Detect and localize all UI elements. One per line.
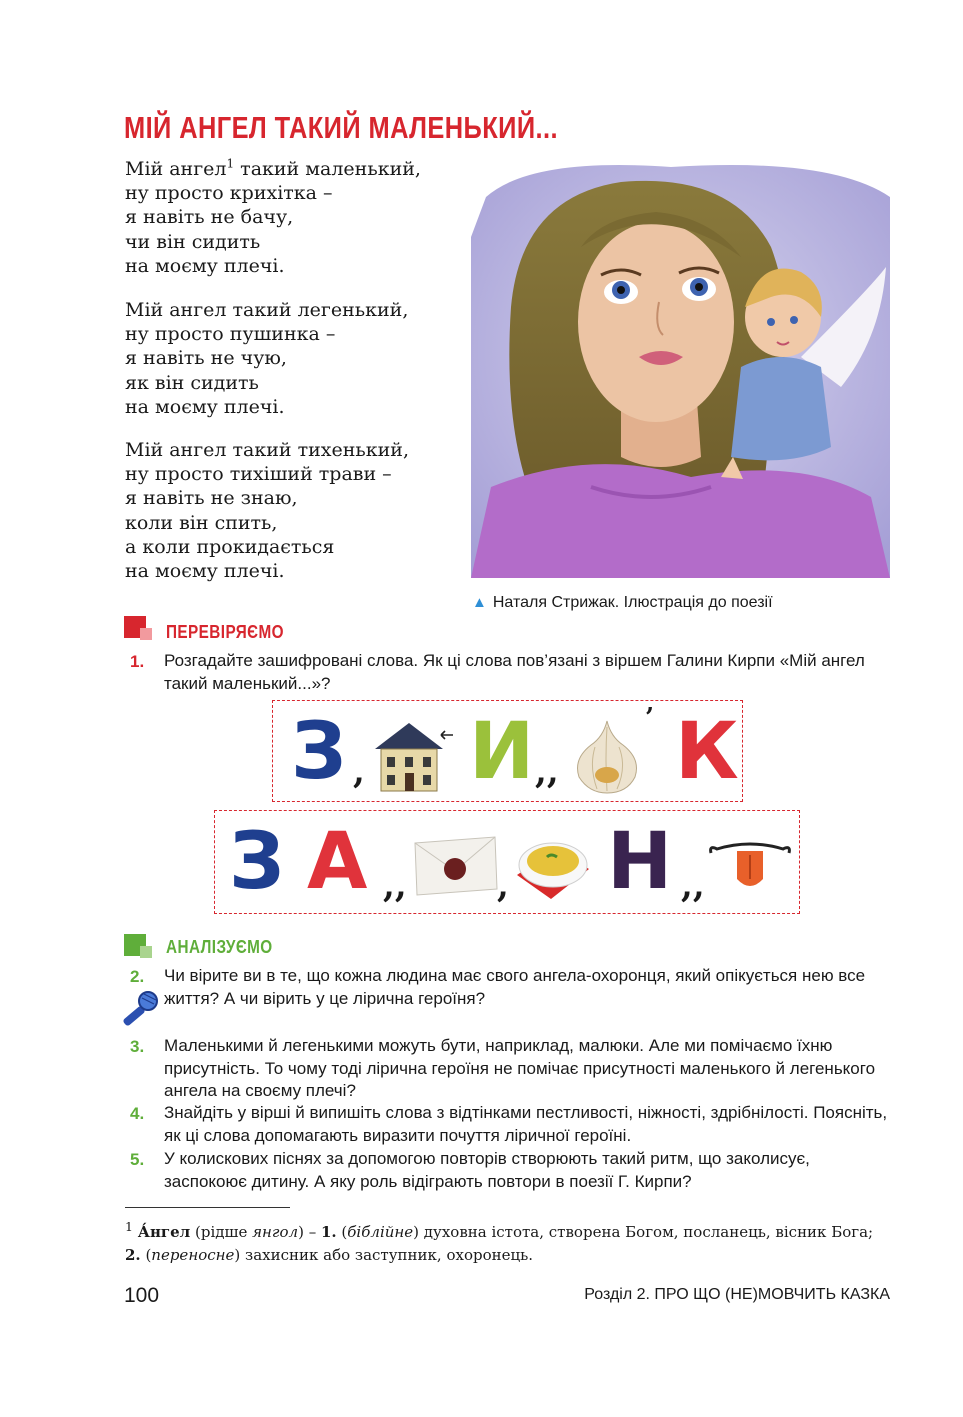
footnote-number: 1. <box>320 1223 337 1241</box>
poem-stanza-3 <box>125 438 409 583</box>
page-number: 100 <box>124 1284 160 1307</box>
poem-line: як він сидить <box>125 371 259 394</box>
rebus-double-comma: ,, <box>681 866 705 906</box>
rebus-puzzle-2 <box>214 810 800 914</box>
poem-line: ну просто крихітка – <box>125 182 333 205</box>
caption-text: Наталя Стрижак. Ілюстрація до поезії <box>492 594 773 611</box>
plasticine-letter: А <box>307 817 368 907</box>
poem-line: Мій ангел такий легенький, <box>125 299 409 321</box>
running-title: Розділ 2. ПРО ЩО (НЕ)МОВЧИТЬ КАЗКА <box>584 1286 890 1303</box>
footnote-italic: біблійне <box>347 1223 414 1241</box>
task-1-text: Розгадайте зашифровані слова. Як ці слова пов’язані з віршем Галини Кирпи «Мій ангел такий маленький...»? <box>164 651 865 693</box>
house-icon <box>369 715 457 795</box>
garlic-icon <box>569 717 645 795</box>
rebus-comma: , <box>353 752 365 792</box>
section-marker-icon <box>140 628 152 640</box>
footnote-ref[interactable]: 1 <box>226 156 235 171</box>
rebus-comma: , <box>497 866 509 906</box>
plasticine-letter: З <box>229 817 285 907</box>
plasticine-letter: Н <box>607 817 673 907</box>
rebus-puzzle-1 <box>272 700 743 802</box>
task-number: 3. <box>130 1037 145 1056</box>
task-number: 1. <box>130 652 145 671</box>
triangle-marker-icon: ▲ <box>472 594 487 611</box>
footnote-italic: переносне <box>151 1246 235 1264</box>
task-number: 5. <box>130 1150 145 1169</box>
poem-line: на моєму плечі. <box>125 560 285 583</box>
task-2-text: Чи вірите ви в те, що кожна людина має свого ангела-охоронця, який опікується нею все життя? А чи вірить у це ліричнa героїня? <box>164 966 866 1008</box>
poem-line-text: Мій ангел <box>125 158 227 180</box>
poem-line: коли він спить, <box>125 511 278 534</box>
microphone-icon <box>118 990 160 1030</box>
rebus-double-comma: ,, <box>535 752 559 792</box>
poem-line: на моєму плечі. <box>125 395 285 418</box>
illustration-girl-with-angel <box>471 157 890 578</box>
poem-stanza-1 <box>125 157 421 278</box>
tongue-mouth-icon <box>707 839 793 893</box>
poem-line: я навіть не чую, <box>125 347 287 370</box>
illustration-caption <box>472 594 773 612</box>
section-heading-check: ПЕРЕВІРЯЄМО <box>166 622 284 642</box>
footnote-number: 2. <box>125 1246 141 1264</box>
task-number: 4. <box>130 1104 145 1123</box>
footnote <box>125 1215 885 1267</box>
section-marker-icon <box>140 946 152 958</box>
footnote-text: ( <box>140 1246 152 1264</box>
poem-line <box>125 157 421 181</box>
task-5-text: У колискових піснях за допомогою повторів створюють такий ритм, що заколисує, заспокоює дитину. А яку роль відіграють повтори в поезії Г. Кирпи? <box>164 1149 810 1191</box>
footnote-text: ) – <box>298 1223 321 1241</box>
poem-line: я навіть не бачу, <box>125 206 294 229</box>
poem-line: ну просто тихіший трави – <box>125 463 392 486</box>
poem-line: я навіть не знаю, <box>125 487 298 510</box>
poem-line: а коли прокидається <box>125 535 335 558</box>
footnote-text: ( <box>336 1223 348 1241</box>
task-number: 2. <box>130 967 145 986</box>
rebus-double-comma: ,, <box>383 866 407 906</box>
task-4-text: Знайдіть у вірші й випишіть слова з відтінками пестливості, ніжності, здрібнілості. Поясніть, як ці слова допомагають виразити почуття ліричної героїні. <box>164 1103 888 1145</box>
footnote-divider <box>125 1207 290 1208</box>
poem-line: Мій ангел такий тихенький, <box>125 439 409 461</box>
footnote-term: А́нгел <box>137 1223 191 1241</box>
footnote-mark: 1 <box>125 1219 133 1234</box>
rebus-apostrophe: ’ <box>645 703 655 733</box>
envelope-icon <box>411 833 499 897</box>
poem-line: на моєму плечі. <box>125 254 285 277</box>
section-heading-analyze: АНАЛІЗУЄМО <box>166 937 273 957</box>
footnote-text: ) захисник або заступник, охоронець. <box>234 1246 534 1264</box>
poem-line-text: такий маленький, <box>234 158 421 180</box>
footnote-text: ) духовна істота, створена Богом, посланець, вісник Бога; <box>413 1223 874 1241</box>
plasticine-letter: К <box>675 707 739 797</box>
poem-title: МІЙ АНГЕЛ ТАКИЙ МАЛЕНЬКИЙ... <box>124 110 558 145</box>
plasticine-letter: З <box>291 707 347 797</box>
footnote-text: (рідше <box>190 1223 253 1241</box>
plasticine-letter: И <box>469 707 535 797</box>
footnote-italic: янгол <box>252 1223 299 1241</box>
task-3-text: Маленькими й легенькими можуть бути, наприклад, малюки. Але ми помічаємо їхню присутність. То чому тоді лірична героїня не помічає присутності маленького й легенького ангела на своєму плечі? <box>164 1036 876 1100</box>
poem-stanza-2 <box>125 298 408 419</box>
poem-line: чи він сидить <box>125 230 261 253</box>
poem-line: ну просто пушинка – <box>125 323 336 346</box>
soup-bowl-icon <box>511 829 593 903</box>
